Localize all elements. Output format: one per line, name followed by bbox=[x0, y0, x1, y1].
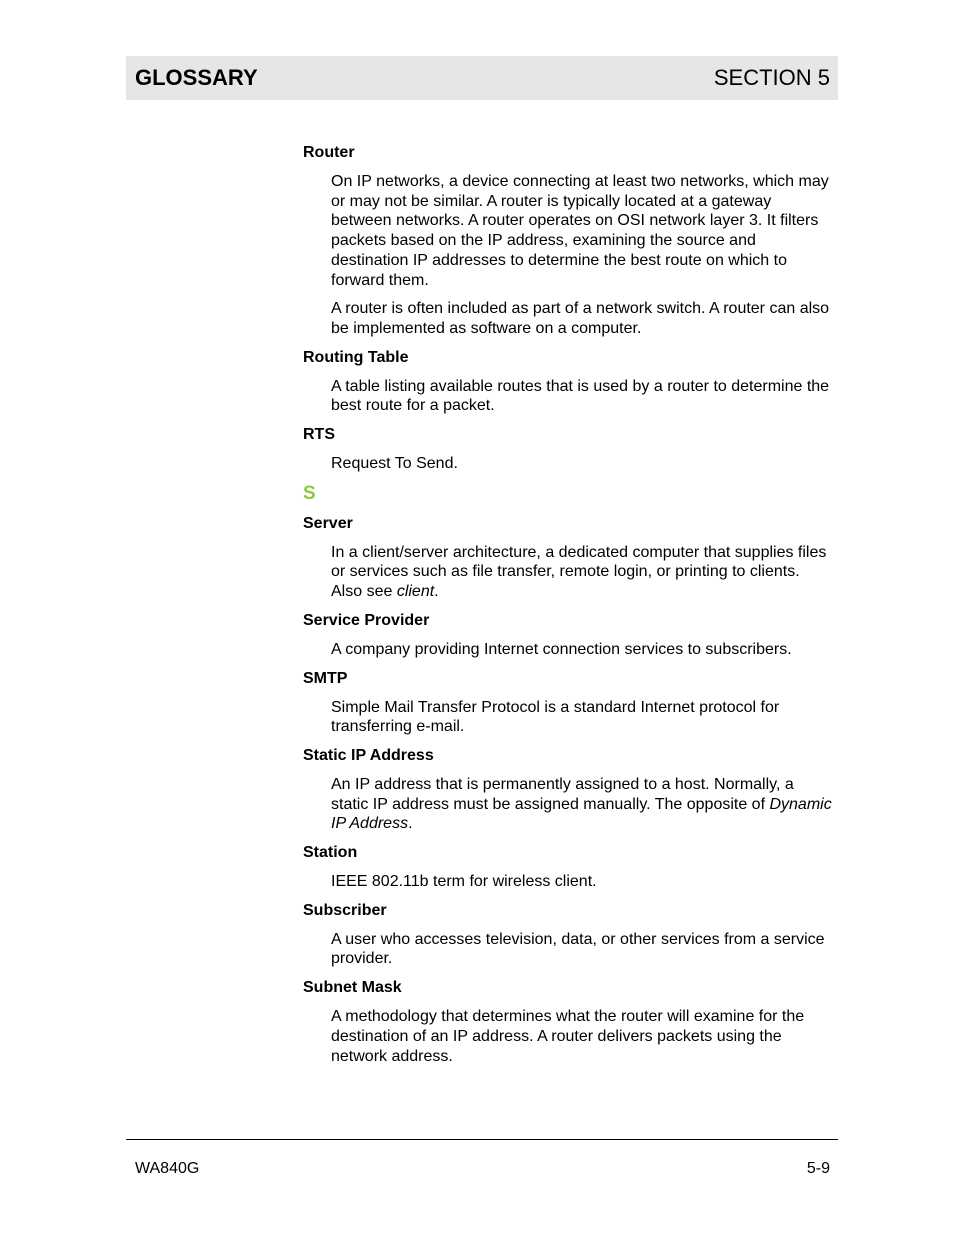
term-subnet-mask: Subnet Mask bbox=[303, 979, 402, 997]
footer-divider bbox=[126, 1139, 838, 1140]
section-letter-s: S bbox=[303, 482, 316, 504]
definition-static-ip-crossref: Dynamic IP Address bbox=[331, 795, 832, 833]
footer-model: WA840G bbox=[135, 1160, 200, 1177]
term-smtp: SMTP bbox=[303, 669, 348, 687]
definition-router: On IP networks, a device connecting at least two networks, which may or may not be similar. A router is typically located at a gateway between networks. A router operates on OSI network layer 3. It filters packets based on the IP address, examining the source and destination IP addresses to determine the best route on which to forward them. bbox=[331, 173, 829, 289]
header-section: SECTION 5 bbox=[713, 65, 830, 90]
glossary-content bbox=[303, 143, 833, 1075]
definition-server bbox=[331, 543, 833, 602]
definition-server-end: . bbox=[434, 583, 439, 601]
definition-server-text: In a client/server architecture, a dedicated computer that supplies files or services such as file transfer, remote login, or printing to clients. Also see bbox=[331, 543, 827, 601]
term-service-provider: Service Provider bbox=[303, 611, 430, 629]
footer-page-number: 5-9 bbox=[806, 1160, 830, 1177]
section-header-bar bbox=[126, 56, 838, 100]
term-station: Station bbox=[303, 844, 358, 862]
definition-smtp: Simple Mail Transfer Protocol is a standard Internet protocol for transferring e-mail. bbox=[331, 698, 780, 736]
definition-service-provider: A company providing Internet connection services to subscribers. bbox=[331, 640, 792, 658]
term-subscriber: Subscriber bbox=[303, 901, 387, 919]
term-server: Server bbox=[303, 514, 353, 532]
definition-station: IEEE 802.11b term for wireless client. bbox=[331, 873, 597, 891]
definition-subscriber: A user who accesses television, data, or other services from a service provider. bbox=[331, 930, 825, 968]
definition-rts: Request To Send. bbox=[331, 455, 458, 473]
term-static-ip-address: Static IP Address bbox=[303, 746, 434, 764]
definition-static-ip-end: . bbox=[408, 815, 413, 833]
definition-subnet-mask: A methodology that determines what the router will examine for the destination of an IP address. A router delivers packets using the network address. bbox=[331, 1008, 805, 1065]
definition-server-crossref: client bbox=[396, 583, 435, 601]
term-rts: RTS bbox=[303, 426, 335, 444]
term-routing-table: Routing Table bbox=[303, 348, 409, 366]
definition-static-ip-text: An IP address that is permanently assigned to a host. Normally, a static IP address must be assigned manually. The opposite of bbox=[331, 775, 794, 813]
definition-router-2: A router is often included as part of a network switch. A router can also be implemented as software on a computer. bbox=[331, 300, 830, 337]
definition-routing-table: A table listing available routes that is used by a router to determine the best route for a packet. bbox=[331, 377, 830, 415]
header-title: GLOSSARY bbox=[135, 65, 258, 90]
term-router: Router bbox=[303, 144, 355, 161]
definition-static-ip-address bbox=[331, 775, 833, 834]
